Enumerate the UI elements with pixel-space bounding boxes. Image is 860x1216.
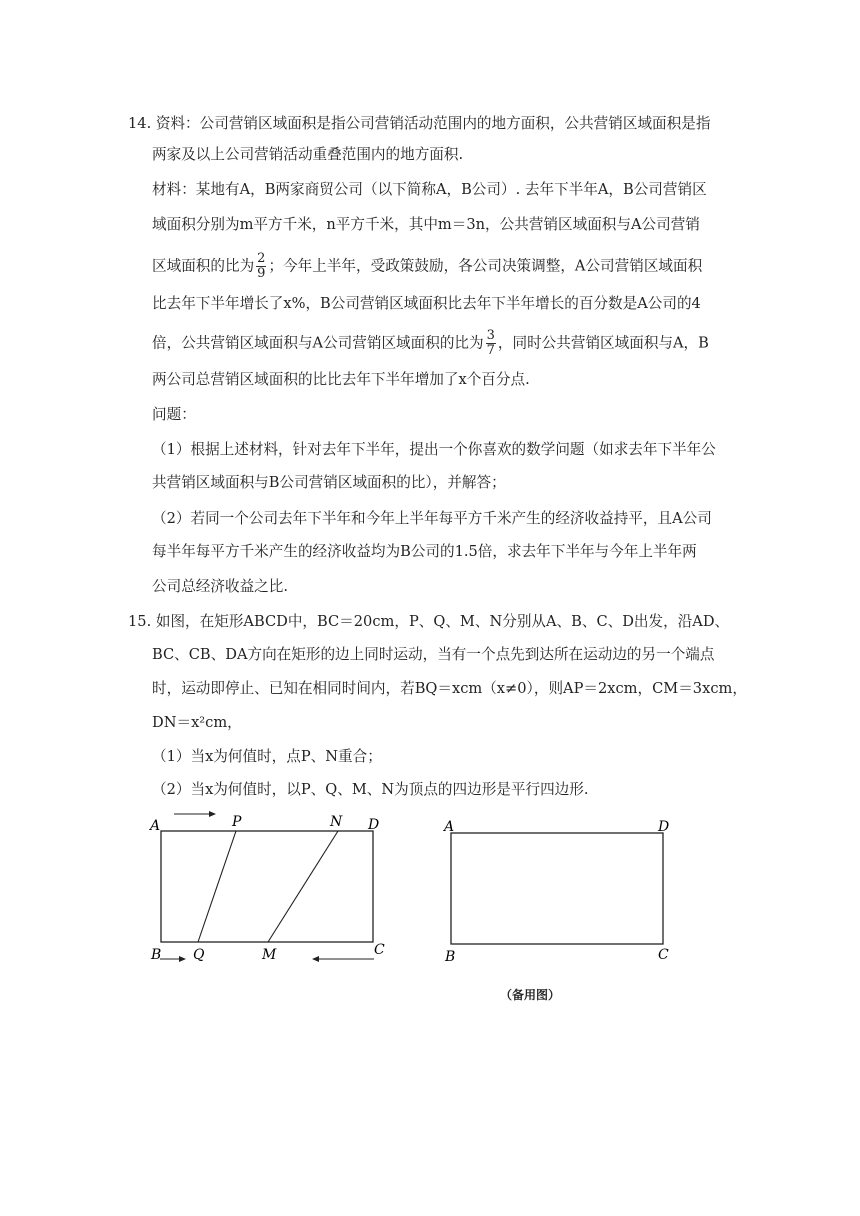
label-C: C — [374, 942, 385, 958]
label-D: D — [368, 817, 380, 833]
q15-line3: 时，运动即停止、已知在相同时间内，若BQ＝xcm（x≠0），则AP＝2xcm，CM＝3xcm， — [152, 680, 747, 697]
label2-D: D — [658, 819, 670, 835]
q14-line6: 比去年下半年增长了x%，B公司营销区域面积比去年下半年增长的百分数是A公司的4 — [152, 295, 701, 312]
figure-caption: （备用图） — [500, 988, 561, 1002]
q14-line7: 倍，公共营销区域面积与A公司营销区域面积的比为 $\frac{3}{7}$ ，同时公共营销区域面积与A，B — [152, 328, 709, 358]
label-N: N — [330, 814, 343, 830]
label-B: B — [151, 947, 162, 963]
label-A: A — [150, 818, 161, 834]
fraction-3-7: $\frac{3}{7}$ — [486, 328, 495, 358]
q15-line5: （1）当x为何值时，点P、N重合； — [152, 748, 382, 765]
q14-line11: 共营销区域面积与B公司营销区域面积的比），并解答； — [152, 474, 506, 491]
q14-line13: 每半年每平方千米产生的经济收益均为B公司的1.5倍，求去年下半年与今年上半年两 — [152, 543, 697, 560]
label-P: P — [232, 814, 242, 830]
q14-line2: 两家及以上公司营销活动重叠范围内的地方面积. — [152, 146, 464, 163]
label-Q: Q — [193, 947, 205, 963]
label-M: M — [262, 947, 277, 963]
q15-line6: （2）当x为何值时，以P、Q、M、N为顶点的四边形是平行四边形. — [152, 781, 589, 798]
q14-line10: （1）根据上述材料，针对去年下半年，提出一个你喜欢的数学问题（如求去年下半年公 — [152, 441, 716, 458]
rectangle-figure-spare — [430, 805, 690, 975]
q14-line8: 两公司总营销区域面积的比比去年下半年增加了x个百分点. — [152, 371, 530, 388]
fraction-2-9: $\frac{2}{9}$ — [257, 251, 266, 281]
label2-B: B — [445, 949, 456, 965]
q14-line9: 问题： — [152, 406, 196, 423]
label2-C: C — [658, 947, 669, 963]
rectangle-figure-main — [140, 805, 400, 975]
q15-line1: 15. 如图，在矩形ABCD中，BC＝20cm，P、Q、M、N分别从A、B、C、D出发，沿AD、 — [128, 613, 730, 630]
q14-line1: 14. 资料：公司营销区域面积是指公司营销活动范围内的地方面积，公共营销区域面积是指 — [128, 115, 711, 132]
q14-line12: （2）若同一个公司去年下半年和今年上半年每平方千米产生的经济收益持平，且A公司 — [152, 510, 712, 527]
q15-line4: DN＝x²cm， — [152, 714, 242, 731]
q14-line3: 材料：某地有A，B两家商贸公司（以下简称A，B公司）. 去年下半年A，B公司营销区 — [152, 181, 707, 198]
q14-line14: 公司总经济收益之比. — [152, 578, 288, 595]
label2-A: A — [444, 819, 455, 835]
q14-line4: 域面积分别为m平方千米，n平方千米，其中m＝3n，公共营销区域面积与A公司营销 — [152, 216, 700, 233]
q14-line5: 区域面积的比为 $\frac{2}{9}$ ；今年上半年，受政策鼓励，各公司决策调整，A公司营销区域面积 — [152, 251, 703, 281]
q15-line2: BC、CB、DA方向在矩形的边上同时运动，当有一个点先到达所在运动边的另一个端点 — [152, 646, 715, 663]
